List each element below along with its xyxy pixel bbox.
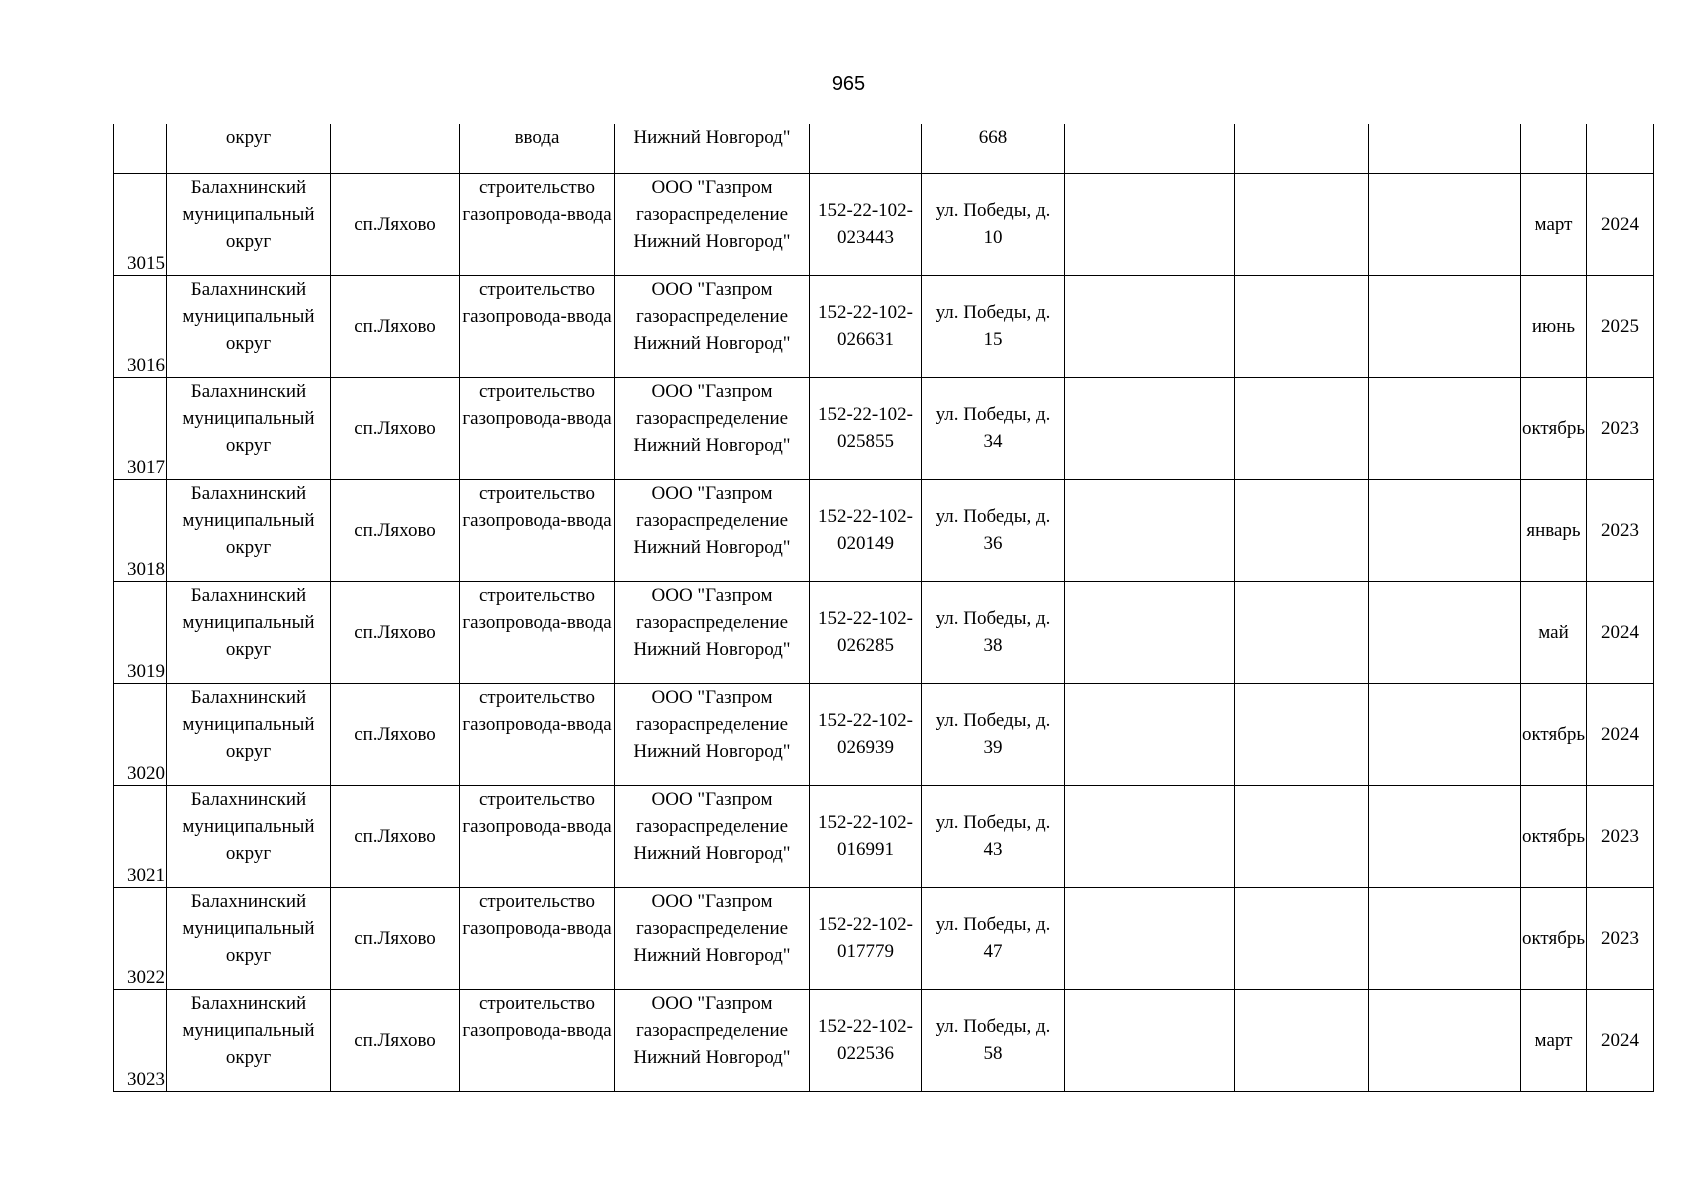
- cell-organization: ООО "Газпром газораспределение Нижний Новгород": [615, 785, 810, 887]
- cell-work: ввода: [460, 124, 615, 173]
- cell-settlement: сп.Ляхово: [331, 275, 460, 377]
- cell-work: строительство газопровода-ввода: [460, 581, 615, 683]
- cell-num: 3016: [114, 275, 167, 377]
- cell-month: июнь: [1521, 275, 1587, 377]
- cell-address: ул. Победы, д. 15: [922, 275, 1065, 377]
- cell-empty-1: [1065, 173, 1235, 275]
- table-row: [114, 683, 1654, 785]
- cell-code: 152-22-102-017779: [810, 887, 922, 989]
- cell-district: Балахнинский муниципальный округ: [167, 377, 331, 479]
- table-row: [114, 173, 1654, 275]
- table-row: [114, 989, 1654, 1091]
- cell-year: 2023: [1587, 377, 1654, 479]
- cell-empty-2: [1235, 887, 1369, 989]
- cell-settlement: сп.Ляхово: [331, 785, 460, 887]
- cell-code: [810, 124, 922, 173]
- cell-code: 152-22-102-026285: [810, 581, 922, 683]
- cell-empty-3: [1369, 785, 1521, 887]
- cell-organization: ООО "Газпром газораспределение Нижний Новгород": [615, 377, 810, 479]
- cell-settlement: сп.Ляхово: [331, 377, 460, 479]
- cell-work: строительство газопровода-ввода: [460, 887, 615, 989]
- cell-empty-1: [1065, 124, 1235, 173]
- cell-month: октябрь: [1521, 785, 1587, 887]
- cell-empty-3: [1369, 887, 1521, 989]
- cell-month: октябрь: [1521, 377, 1587, 479]
- cell-code: 152-22-102-022536: [810, 989, 922, 1091]
- cell-work: строительство газопровода-ввода: [460, 479, 615, 581]
- cell-empty-2: [1235, 479, 1369, 581]
- table-row: [114, 581, 1654, 683]
- cell-empty-2: [1235, 377, 1369, 479]
- cell-address: ул. Победы, д. 39: [922, 683, 1065, 785]
- cell-empty-1: [1065, 275, 1235, 377]
- cell-settlement: [331, 124, 460, 173]
- cell-year: 2023: [1587, 887, 1654, 989]
- cell-address: ул. Победы, д. 58: [922, 989, 1065, 1091]
- cell-code: 152-22-102-020149: [810, 479, 922, 581]
- cell-district: Балахнинский муниципальный округ: [167, 479, 331, 581]
- cell-empty-3: [1369, 275, 1521, 377]
- cell-organization: ООО "Газпром газораспределение Нижний Новгород": [615, 887, 810, 989]
- cell-num: [114, 124, 167, 173]
- cell-empty-3: [1369, 683, 1521, 785]
- cell-num: 3022: [114, 887, 167, 989]
- cell-code: 152-22-102-026631: [810, 275, 922, 377]
- cell-organization: ООО "Газпром газораспределение Нижний Новгород": [615, 479, 810, 581]
- cell-code: 152-22-102-023443: [810, 173, 922, 275]
- cell-address: ул. Победы, д. 47: [922, 887, 1065, 989]
- page-number: 965: [831, 73, 866, 95]
- cell-empty-1: [1065, 683, 1235, 785]
- cell-work: строительство газопровода-ввода: [460, 989, 615, 1091]
- cell-empty-2: [1235, 683, 1369, 785]
- cell-month: январь: [1521, 479, 1587, 581]
- cell-num: 3019: [114, 581, 167, 683]
- cell-empty-2: [1235, 581, 1369, 683]
- cell-num: 3018: [114, 479, 167, 581]
- cell-code: 152-22-102-026939: [810, 683, 922, 785]
- cell-organization: ООО "Газпром газораспределение Нижний Новгород": [615, 275, 810, 377]
- cell-empty-2: [1235, 124, 1369, 173]
- cell-num: 3021: [114, 785, 167, 887]
- cell-empty-1: [1065, 479, 1235, 581]
- table-row: [114, 275, 1654, 377]
- cell-year: 2025: [1587, 275, 1654, 377]
- cell-settlement: сп.Ляхово: [331, 173, 460, 275]
- cell-empty-3: [1369, 989, 1521, 1091]
- cell-year: 2024: [1587, 683, 1654, 785]
- table-body: [114, 124, 1654, 1091]
- cell-month: март: [1521, 989, 1587, 1091]
- cell-empty-1: [1065, 989, 1235, 1091]
- cell-district: округ: [167, 124, 331, 173]
- cell-empty-2: [1235, 275, 1369, 377]
- cell-organization: ООО "Газпром газораспределение Нижний Новгород": [615, 683, 810, 785]
- cell-district: Балахнинский муниципальный округ: [167, 173, 331, 275]
- cell-settlement: сп.Ляхово: [331, 887, 460, 989]
- table-row: [114, 785, 1654, 887]
- cell-district: Балахнинский муниципальный округ: [167, 785, 331, 887]
- cell-settlement: сп.Ляхово: [331, 479, 460, 581]
- cell-month: [1521, 124, 1587, 173]
- continuation-row: [114, 124, 1654, 173]
- cell-empty-3: [1369, 377, 1521, 479]
- cell-organization: ООО "Газпром газораспределение Нижний Новгород": [615, 173, 810, 275]
- cell-work: строительство газопровода-ввода: [460, 275, 615, 377]
- cell-district: Балахнинский муниципальный округ: [167, 989, 331, 1091]
- cell-settlement: сп.Ляхово: [331, 683, 460, 785]
- cell-year: [1587, 124, 1654, 173]
- cell-work: строительство газопровода-ввода: [460, 173, 615, 275]
- table-row: [114, 479, 1654, 581]
- cell-empty-1: [1065, 887, 1235, 989]
- gasification-table: [113, 124, 1654, 1092]
- cell-year: 2024: [1587, 173, 1654, 275]
- cell-district: Балахнинский муниципальный округ: [167, 275, 331, 377]
- cell-code: 152-22-102-025855: [810, 377, 922, 479]
- cell-settlement: сп.Ляхово: [331, 989, 460, 1091]
- cell-empty-3: [1369, 124, 1521, 173]
- cell-work: строительство газопровода-ввода: [460, 683, 615, 785]
- cell-organization: ООО "Газпром газораспределение Нижний Новгород": [615, 989, 810, 1091]
- cell-num: 3020: [114, 683, 167, 785]
- cell-work: строительство газопровода-ввода: [460, 377, 615, 479]
- cell-work: строительство газопровода-ввода: [460, 785, 615, 887]
- cell-empty-3: [1369, 581, 1521, 683]
- table-row: [114, 887, 1654, 989]
- cell-num: 3017: [114, 377, 167, 479]
- cell-code: 152-22-102-016991: [810, 785, 922, 887]
- cell-month: октябрь: [1521, 683, 1587, 785]
- cell-address: ул. Победы, д. 36: [922, 479, 1065, 581]
- cell-organization: ООО "Газпром газораспределение Нижний Новгород": [615, 581, 810, 683]
- cell-year: 2023: [1587, 785, 1654, 887]
- cell-num: 3023: [114, 989, 167, 1091]
- cell-organization: Нижний Новгород": [615, 124, 810, 173]
- cell-num: 3015: [114, 173, 167, 275]
- cell-address: ул. Победы, д. 34: [922, 377, 1065, 479]
- cell-empty-1: [1065, 785, 1235, 887]
- cell-year: 2024: [1587, 989, 1654, 1091]
- cell-district: Балахнинский муниципальный округ: [167, 683, 331, 785]
- cell-empty-2: [1235, 989, 1369, 1091]
- cell-empty-2: [1235, 173, 1369, 275]
- cell-year: 2024: [1587, 581, 1654, 683]
- cell-month: май: [1521, 581, 1587, 683]
- cell-year: 2023: [1587, 479, 1654, 581]
- cell-month: март: [1521, 173, 1587, 275]
- table-row: [114, 377, 1654, 479]
- cell-address: ул. Победы, д. 43: [922, 785, 1065, 887]
- cell-settlement: сп.Ляхово: [331, 581, 460, 683]
- cell-address: ул. Победы, д. 10: [922, 173, 1065, 275]
- cell-empty-2: [1235, 785, 1369, 887]
- cell-address: ул. Победы, д. 38: [922, 581, 1065, 683]
- cell-empty-1: [1065, 377, 1235, 479]
- cell-empty-1: [1065, 581, 1235, 683]
- cell-district: Балахнинский муниципальный округ: [167, 581, 331, 683]
- cell-address: 668: [922, 124, 1065, 173]
- cell-district: Балахнинский муниципальный округ: [167, 887, 331, 989]
- cell-month: октябрь: [1521, 887, 1587, 989]
- cell-empty-3: [1369, 479, 1521, 581]
- cell-empty-3: [1369, 173, 1521, 275]
